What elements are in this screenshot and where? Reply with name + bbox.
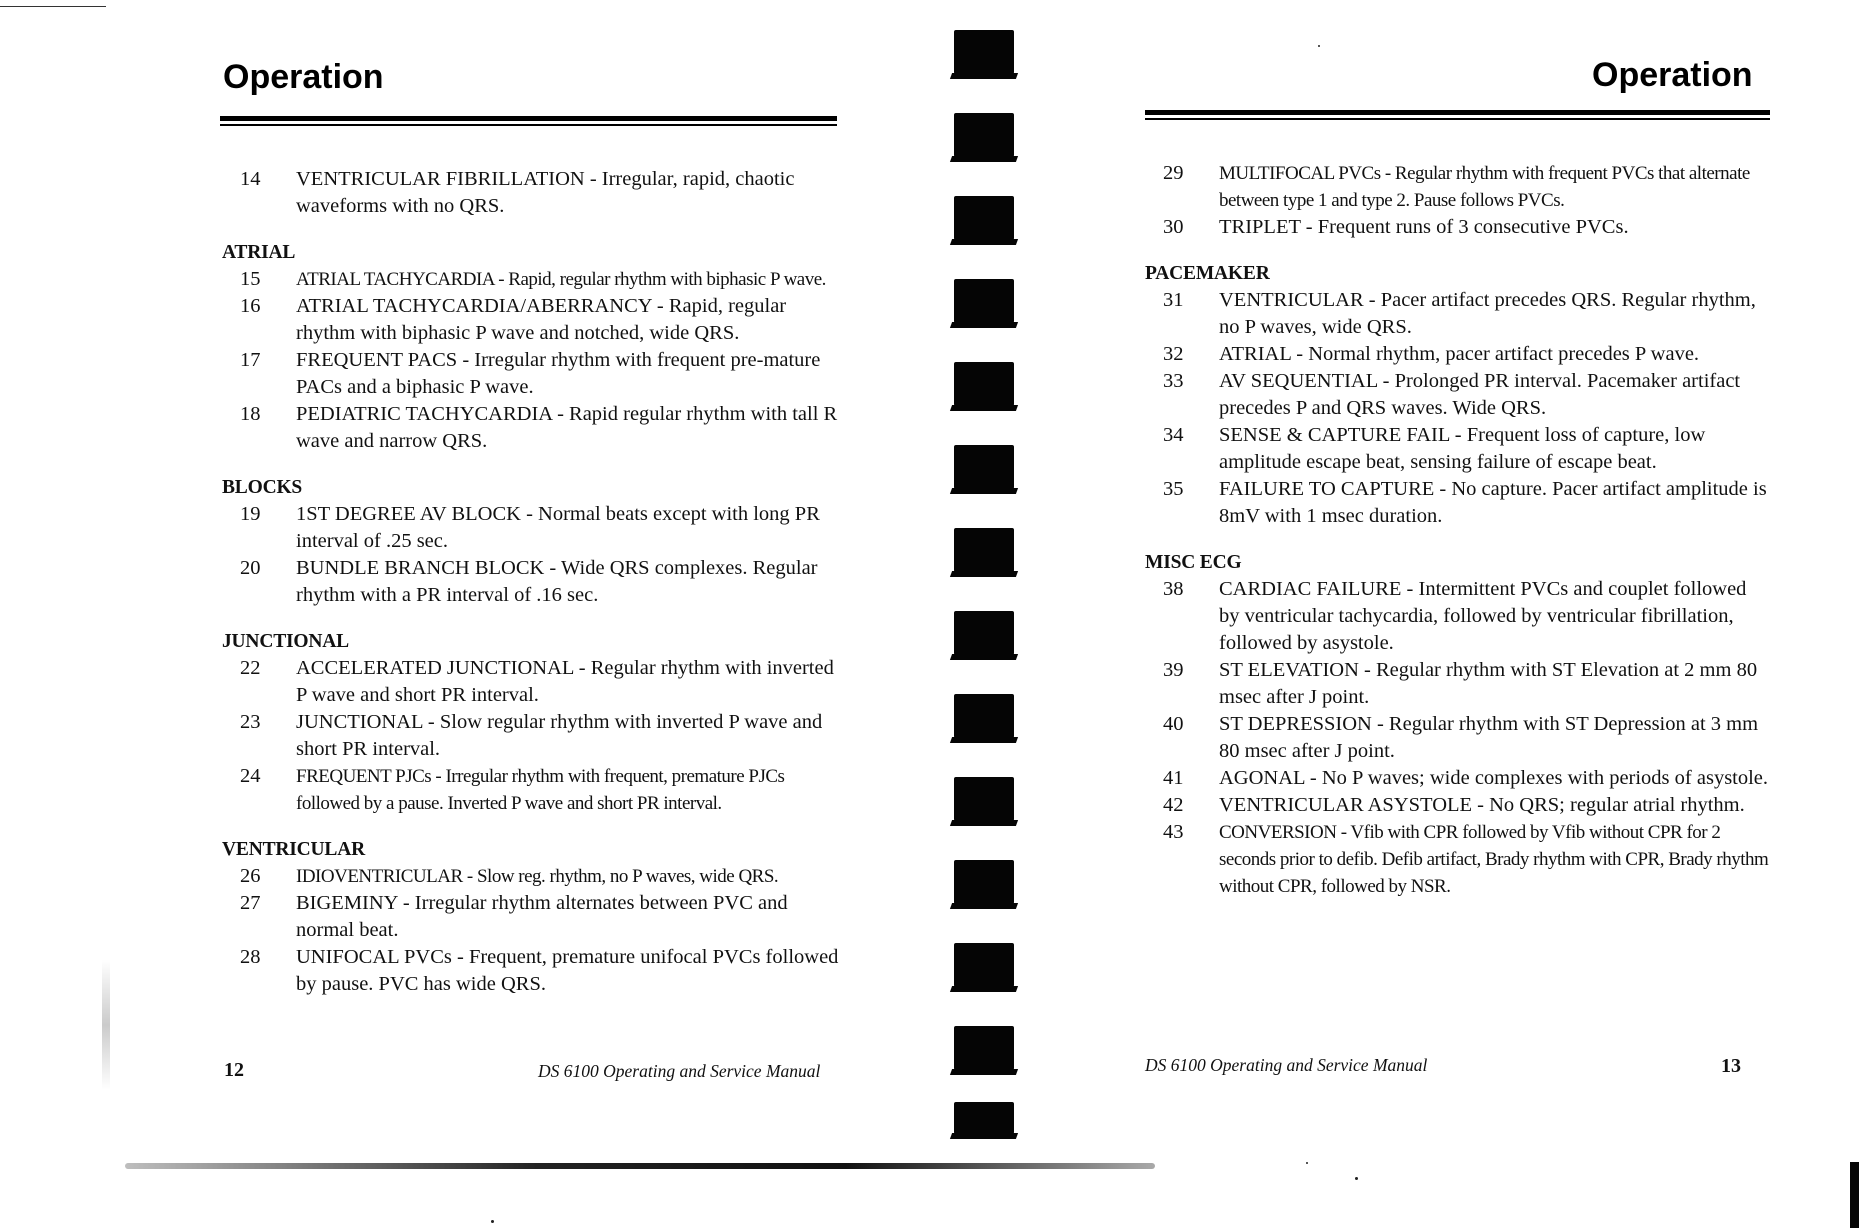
- list-item: [1145, 576, 1770, 657]
- title-rule-thick: [1145, 110, 1770, 115]
- section-junctional: [222, 629, 842, 817]
- scan-edge-bar: [1850, 1162, 1859, 1228]
- item-text: IDIOVENTRICULAR - Slow reg. rhythm, no P waves, wide QRS.: [296, 866, 779, 887]
- item-text: VENTRICULAR ASYSTOLE - No QRS; regular atrial rhythm.: [1219, 794, 1745, 816]
- list-item: [1145, 657, 1770, 711]
- list-item: [1145, 160, 1770, 214]
- item-text: ST DEPRESSION - Regular rhythm with ST Depression at 3 mm 80 msec after J point.: [1219, 713, 1759, 762]
- section-heading: JUNCTIONAL: [222, 631, 349, 652]
- item-number: 22: [240, 657, 261, 679]
- item-text: ST ELEVATION - Regular rhythm with ST Elevation at 2 mm 80 msec after J point.: [1219, 659, 1758, 708]
- list-item: [1145, 287, 1770, 341]
- scan-speck: [1318, 45, 1320, 47]
- item-number: 20: [240, 557, 261, 579]
- section-ventricular: [222, 837, 842, 998]
- item-number: 34: [1163, 424, 1184, 446]
- list-item: [222, 266, 842, 293]
- intro-section: [1145, 160, 1770, 241]
- item-text: JUNCTIONAL - Slow regular rhythm with inverted P wave and short PR interval.: [296, 711, 823, 760]
- list-item: [222, 944, 842, 998]
- section-heading: BLOCKS: [222, 477, 303, 498]
- section-blocks: [222, 475, 842, 609]
- manual-title: DS 6100 Operating and Service Manual: [538, 1061, 821, 1081]
- item-text: ATRIAL TACHYCARDIA/ABERRANCY - Rapid, regular rhythm with biphasic P wave and notched, wide QRS.: [296, 295, 787, 344]
- manual-title: DS 6100 Operating and Service Manual: [1145, 1055, 1428, 1075]
- list-item: [222, 501, 842, 555]
- list-item: [222, 709, 842, 763]
- item-number: 41: [1163, 767, 1184, 789]
- item-number: 43: [1163, 821, 1184, 843]
- item-number: 32: [1163, 343, 1184, 365]
- item-number: 35: [1163, 478, 1184, 500]
- list-item: [222, 166, 842, 220]
- list-item: [222, 555, 842, 609]
- list-item: [1145, 368, 1770, 422]
- list-item: [1145, 792, 1770, 819]
- page-title: Operation: [223, 58, 384, 96]
- item-text: FREQUENT PACS - Irregular rhythm with frequent pre-mature PACs and a biphasic P wave.: [296, 349, 821, 398]
- title-rule-thin: [220, 124, 837, 126]
- title-rule-thin: [1145, 118, 1770, 120]
- item-number: 30: [1163, 216, 1184, 238]
- item-number: 27: [240, 892, 261, 914]
- list-item: [1145, 819, 1770, 900]
- item-number: 28: [240, 946, 261, 968]
- item-text: ATRIAL - Normal rhythm, pacer artifact precedes P wave.: [1219, 343, 1700, 365]
- list-item: [1145, 422, 1770, 476]
- list-item: [1145, 341, 1770, 368]
- item-text: SENSE & CAPTURE FAIL - Frequent loss of capture, low amplitude escape beat, sensing failure of escape beat.: [1219, 424, 1706, 473]
- title-rule-thick: [220, 116, 837, 121]
- page-number: 13: [1721, 1055, 1741, 1077]
- item-number: 14: [240, 168, 261, 190]
- list-item: [222, 401, 842, 455]
- list-item: [222, 655, 842, 709]
- section-heading: ATRIAL: [222, 242, 296, 263]
- item-text: 1ST DEGREE AV BLOCK - Normal beats except with long PR interval of .25 sec.: [296, 503, 820, 552]
- item-text: AV SEQUENTIAL - Prolonged PR interval. Pacemaker artifact precedes P and QRS waves. Wide QRS.: [1219, 370, 1741, 419]
- list-item: [222, 863, 842, 890]
- item-text: FREQUENT PJCs - Irregular rhythm with frequent, premature PJCs followed by a pause. Inverted P wave and short PR interval.: [296, 766, 785, 814]
- item-text: UNIFOCAL PVCs - Frequent, premature unifocal PVCs followed by pause. PVC has wide QRS.: [296, 946, 839, 995]
- scan-shadow-line: [125, 1163, 1155, 1169]
- list-item: [1145, 765, 1770, 792]
- item-number: 26: [240, 865, 261, 887]
- section-heading: PACEMAKER: [1145, 263, 1270, 284]
- section-heading: MISC ECG: [1145, 552, 1242, 573]
- page-title: Operation: [1592, 56, 1753, 94]
- item-text: AGONAL - No P waves; wide complexes with periods of asystole.: [1219, 767, 1769, 789]
- item-text: ATRIAL TACHYCARDIA - Rapid, regular rhythm with biphasic P wave.: [296, 269, 826, 290]
- item-text: FAILURE TO CAPTURE - No capture. Pacer artifact amplitude is 8mV with 1 msec duration.: [1219, 478, 1767, 527]
- item-number: 16: [240, 295, 261, 317]
- item-text: MULTIFOCAL PVCs - Regular rhythm with frequent PVCs that alternate between type 1 and type 2. Pause follows PVCs.: [1219, 163, 1750, 211]
- scan-speck: [1355, 1177, 1358, 1180]
- item-text: VENTRICULAR FIBRILLATION - Irregular, rapid, chaotic waveforms with no QRS.: [296, 168, 795, 217]
- item-number: 23: [240, 711, 261, 733]
- item-number: 24: [240, 765, 261, 787]
- item-number: 40: [1163, 713, 1184, 735]
- intro-section: [222, 166, 842, 220]
- item-number: 29: [1163, 162, 1184, 184]
- section-atrial: [222, 240, 842, 455]
- item-number: 19: [240, 503, 261, 525]
- item-number: 31: [1163, 289, 1184, 311]
- item-text: BUNDLE BRANCH BLOCK - Wide QRS complexes. Regular rhythm with a PR interval of .16 sec.: [296, 557, 818, 606]
- scan-smudge: [102, 960, 110, 1090]
- item-text: CONVERSION - Vfib with CPR followed by Vfib without CPR for 2 seconds prior to defib. Defib artifact, Brady rhythm with CPR, Brady rhythm without CPR, followed by NSR.: [1219, 822, 1769, 897]
- item-text: TRIPLET - Frequent runs of 3 consecutive PVCs.: [1219, 216, 1629, 238]
- list-item: [1145, 711, 1770, 765]
- list-item: [222, 293, 842, 347]
- item-text: ACCELERATED JUNCTIONAL - Regular rhythm with inverted P wave and short PR interval.: [296, 657, 834, 706]
- page-number: 12: [224, 1059, 244, 1081]
- item-text: VENTRICULAR - Pacer artifact precedes QRS. Regular rhythm, no P waves, wide QRS.: [1219, 289, 1756, 338]
- item-number: 42: [1163, 794, 1184, 816]
- scan-speck: [1306, 1162, 1308, 1164]
- item-number: 33: [1163, 370, 1184, 392]
- left-content: [222, 166, 842, 998]
- list-item: [222, 347, 842, 401]
- section-heading: VENTRICULAR: [222, 839, 365, 860]
- section-misc-ecg: [1145, 550, 1770, 900]
- item-number: 39: [1163, 659, 1184, 681]
- item-number: 38: [1163, 578, 1184, 600]
- right-content: [1145, 160, 1770, 900]
- item-number: 18: [240, 403, 261, 425]
- item-number: 15: [240, 268, 261, 290]
- list-item: [222, 763, 842, 817]
- section-pacemaker: [1145, 261, 1770, 530]
- item-text: PEDIATRIC TACHYCARDIA - Rapid regular rhythm with tall R wave and narrow QRS.: [296, 403, 838, 452]
- item-text: BIGEMINY - Irregular rhythm alternates between PVC and normal beat.: [296, 892, 788, 941]
- item-number: 17: [240, 349, 261, 371]
- list-item: [1145, 214, 1770, 241]
- right-page: [935, 0, 1870, 1228]
- list-item: [1145, 476, 1770, 530]
- scan-speck: [491, 1220, 494, 1223]
- list-item: [222, 890, 842, 944]
- item-text: CARDIAC FAILURE - Intermittent PVCs and couplet followed by ventricular tachycardia, followed by ventricular fibrillation, followed by asystole.: [1219, 578, 1747, 654]
